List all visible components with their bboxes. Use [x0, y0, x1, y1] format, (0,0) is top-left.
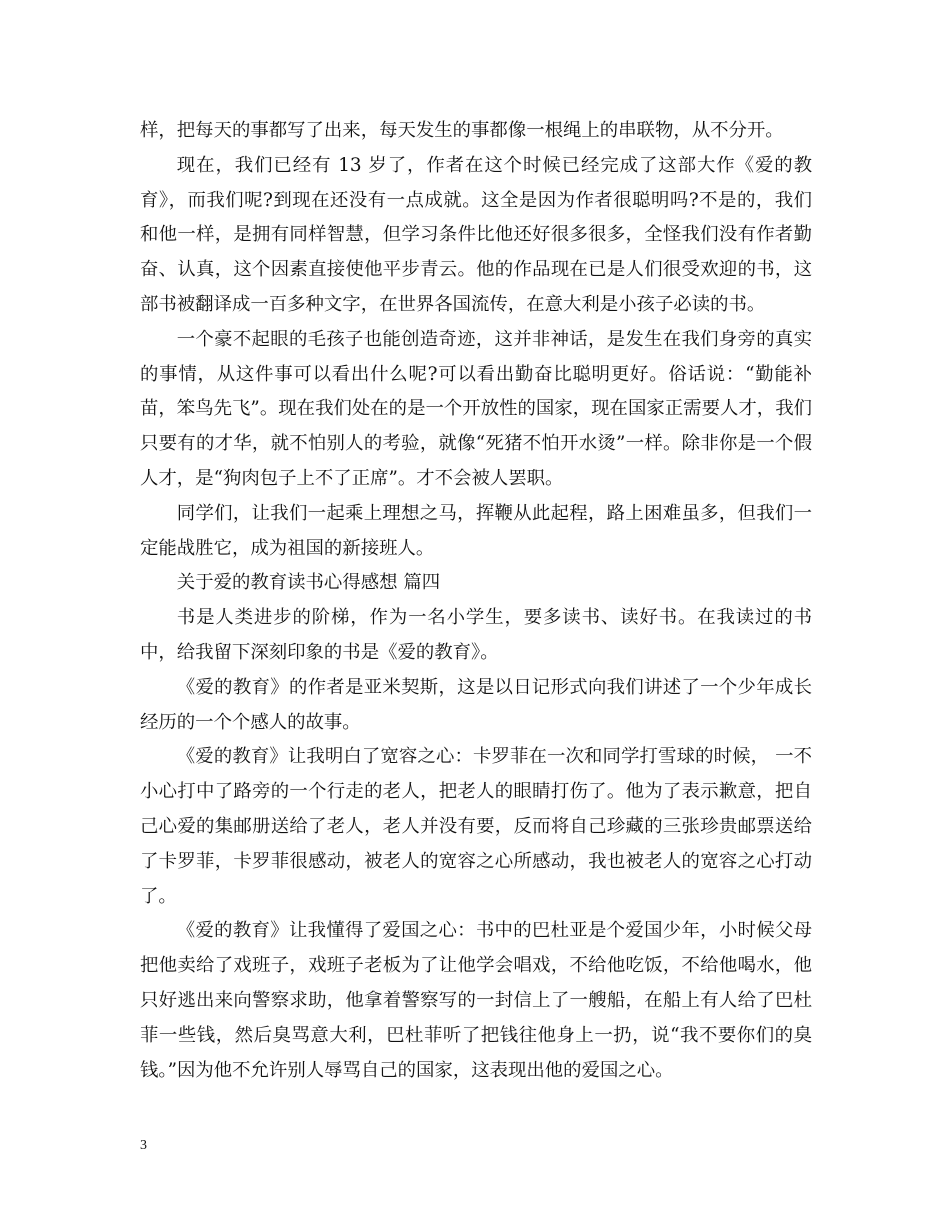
paragraph: 现在，我们已经有 13 岁了，作者在这个时候已经完成了这部大作《爱的教育》，而我们呢?到现在还没有一点成就。这全是因为作者很聪明吗?不是的，我们和他一样，是拥有同样智慧，但学习条件比他还好很多很多，全怪我们没有作者勤奋、认真，这个因素直接使他平步青云。他的作品现在已是人们很受欢迎的书，这部书被翻译成一百多种文字，在世界各国流传，在意大利是小孩子必读的书。 [140, 154, 812, 315]
section-heading: 关于爱的教育读书心得感想 篇四 [176, 572, 441, 594]
paragraph: 《爱的教育》的作者是亚米契斯，这是以日记形式向我们讲述了一个少年成长经历的一个个感人的故事。 [140, 676, 812, 733]
paragraph: 书是人类进步的阶梯，作为一名小学生，要多读书、读好书。在我读过的书中，给我留下深刻印象的书是《爱的教育》。 [140, 607, 812, 663]
paragraph: 《爱的教育》让我懂得了爱国之心：书中的巴杜亚是个爱国少年，小时候父母把他卖给了戏班子，戏班子老板为了让他学会唱戏，不给他吃饭，不给他喝水，他只好逃出来向警察求助，他拿着警察写的一封信上了一艘船，在船上有人给了巴杜菲一些钱，然后臭骂意大利，巴杜菲听了把钱往他身上一扔，说“我不要你们的臭钱。”因为他不允许别人辱骂自己的国家，这表现出他的爱国之心。 [140, 920, 812, 1081]
document-body [140, 114, 812, 1088]
paragraph: 《爱的教育》让我明白了宽容之心：卡罗菲在一次和同学打雪球的时候， 一不小心打中了路旁的一个行走的老人，把老人的眼睛打伤了。他为了表示歉意，把自己心爱的集邮册送给了老人，老人并没有要，反而将自己珍藏的三张珍贵邮票送给了卡罗菲，卡罗菲很感动，被老人的宽容之心所感动，我也被老人的宽容之心打动了。 [140, 746, 812, 907]
paragraph-continuation: 样，把每天的事都写了出来，每天发生的事都像一根绳上的串联物，从不分开。 [140, 120, 784, 141]
page-number: 3 [140, 1138, 147, 1153]
paragraph: 同学们，让我们一起乘上理想之马，挥鞭从此起程，路上困难虽多，但我们一定能战胜它，成为祖国的新接班人。 [140, 502, 812, 559]
paragraph: 一个豪不起眼的毛孩子也能创造奇迹，这并非神话，是发生在我们身旁的真实的事情，从这件事可以看出什么呢?可以看出勤奋比聪明更好。俗话说：“勤能补苗，笨鸟先飞”。现在我们处在的是一个开放性的国家，现在国家正需要人才，我们只要有的才华，就不怕别人的考验，就像“死猪不怕开水烫”一样。除非你是一个假人才，是“狗肉包子上不了正席”。才不会被人罢职。 [140, 328, 812, 489]
